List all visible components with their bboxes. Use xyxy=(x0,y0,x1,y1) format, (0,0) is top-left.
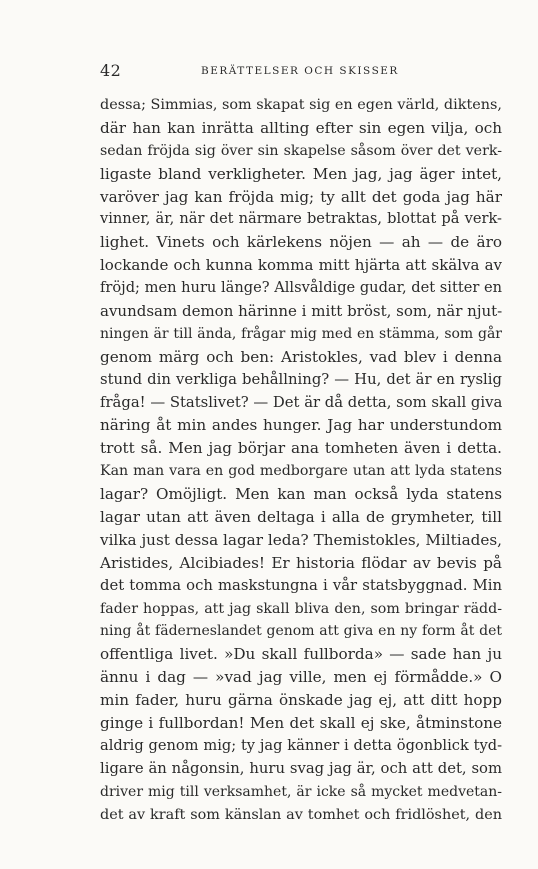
text-line: Aristides, Alcibiades! Er historia flödar av bevis på xyxy=(100,553,502,572)
text-line: lighet. Vinets och kärlekens nöjen — ah — de äro xyxy=(100,233,502,252)
text-line: avundsam demon härinne i mitt bröst, som, när njut- xyxy=(100,302,503,321)
text-line: fråga! — Statslivet? — Det är då detta, som skall giva xyxy=(100,393,503,411)
text-line: aldrig genom mig; ty jag känner i detta ögonblick tyd- xyxy=(100,736,502,754)
text-line: lagar utan att även deltaga i alla de grymheter, till xyxy=(100,508,502,527)
text-line: sedan fröjda sig över sin skapelse såsom över det verk- xyxy=(100,142,502,159)
text-line: fader hoppas, att jag skall bliva den, som bringar rädd- xyxy=(100,600,502,617)
text-line: vinner, är, när det närmare betraktas, blottat på verk- xyxy=(100,210,502,228)
text-line: offentliga livet. »Du skall fullborda» — sade han ju xyxy=(100,645,502,664)
text-line: lagar? Omöjligt. Men kan man också lyda statens xyxy=(100,485,502,504)
text-line: ligare än någonsin, huru svag jag är, och att det, som xyxy=(100,759,502,777)
text-line: genom märg och ben: Aristokles, vad blev i denna xyxy=(100,347,502,366)
text-line: trott så. Men jag börjar ana tomheten även i detta. xyxy=(100,439,502,458)
text-line: ning åt fäderneslandet genom att giva en ny form åt det xyxy=(100,623,502,640)
text-line: ginge i fullbordan! Men det skall ej ske, åtminstone xyxy=(100,714,502,733)
text-line: ningen är till ända, frågar mig med en stämma, som går xyxy=(100,325,502,342)
body-text xyxy=(100,94,502,827)
text-line: fröjd; men huru länge? Allsvåldige gudar, det sitter en xyxy=(100,279,502,297)
text-line: näring åt min andes hunger. Jag har understundom xyxy=(100,416,502,435)
page-header xyxy=(100,61,502,83)
text-line: stund din verkliga behållning? — Hu, det är en ryslig xyxy=(100,370,502,388)
page-number: 42 xyxy=(100,61,122,80)
text-line: lockande och kunna komma mitt hjärta att skälva av xyxy=(100,256,502,275)
running-head: BERÄTTELSER OCH SKISSER xyxy=(201,65,399,77)
text-line: det tomma och maskstungna i vår statsbyggnad. Min xyxy=(100,576,502,594)
text-line: dessa; Simmias, som skapat sig en egen värld, diktens, xyxy=(100,97,502,113)
text-line: ligaste bland verkligheter. Men jag, jag äger intet, xyxy=(100,164,502,183)
text-line: där han kan inrätta allting efter sin egen vilja, och xyxy=(100,118,502,137)
text-line: vilka just dessa lagar leda? Themistokles, Miltiades, xyxy=(100,530,502,549)
text-line: Kan man vara en god medborgare utan att lyda statens xyxy=(100,463,502,480)
text-line: ännu i dag — »vad jag ville, men ej förmådde.» O xyxy=(100,668,502,687)
text-line: varöver jag kan fröjda mig; ty allt det goda jag här xyxy=(100,187,502,206)
text-line: min fader, huru gärna önskade jag ej, att ditt hopp xyxy=(100,691,502,710)
text-line: det av kraft som känslan av tomhet och fridlöshet, den xyxy=(100,806,502,823)
text-line: driver mig till verksamhet, är icke så mycket medvetan- xyxy=(100,783,502,800)
